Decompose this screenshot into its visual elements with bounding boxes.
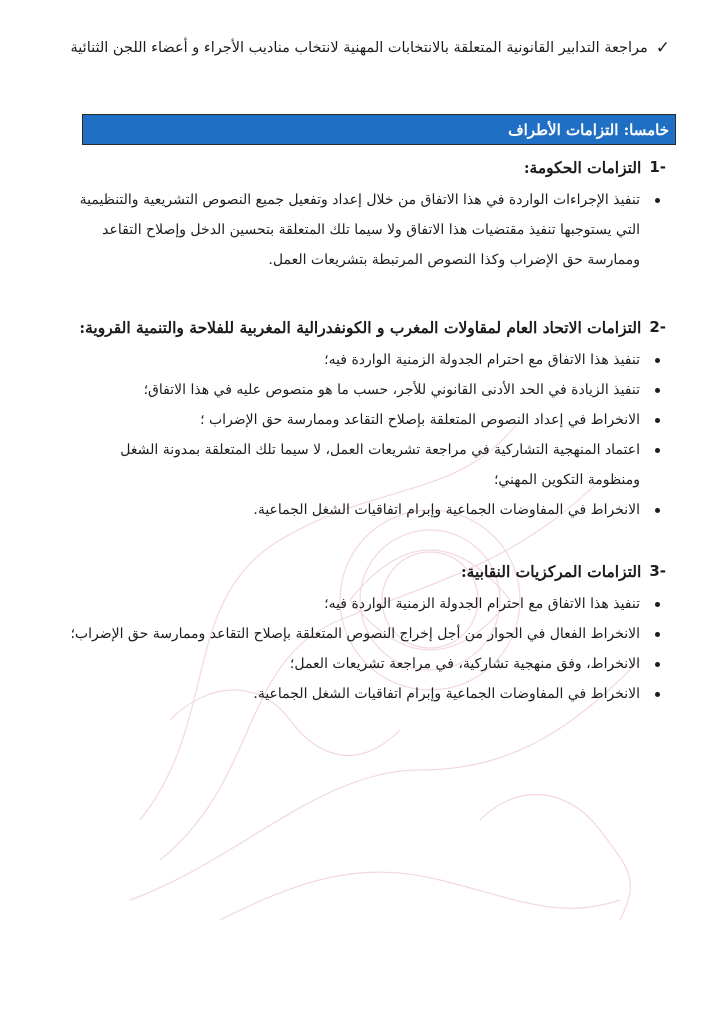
bullet-list bbox=[70, 345, 666, 525]
section-title: خامسا: التزامات الأطراف bbox=[508, 120, 669, 139]
obligations-government bbox=[70, 158, 666, 275]
list-item: الانخراط، وفق منهجية تشاركية، في مراجعة تشريعات العمل؛ bbox=[70, 649, 666, 679]
block-number: -1 bbox=[649, 158, 666, 176]
block-heading bbox=[70, 318, 666, 337]
bullet-list bbox=[70, 589, 666, 709]
intro-list-item bbox=[60, 38, 670, 58]
obligations-employers bbox=[70, 318, 666, 525]
section-header-bar bbox=[82, 114, 676, 145]
block-heading bbox=[70, 158, 666, 177]
list-item: الانخراط في المفاوضات الجماعية وإبرام اتفاقيات الشغل الجماعية. bbox=[70, 495, 666, 525]
checkmark-icon: ✓ bbox=[655, 38, 670, 58]
block-number: -3 bbox=[649, 562, 666, 580]
list-item: الانخراط الفعال في الحوار من أجل إخراج النصوص المتعلقة بإصلاح التقاعد وممارسة حق الإضراب؛ bbox=[70, 619, 666, 649]
bullet-list bbox=[70, 185, 666, 275]
block-heading bbox=[70, 562, 666, 581]
list-item: الانخراط في إعداد النصوص المتعلقة بإصلاح التقاعد وممارسة حق الإضراب ؛ bbox=[70, 405, 666, 435]
block-title: التزامات الحكومة: bbox=[523, 158, 642, 177]
list-item: تنفيذ الإجراءات الواردة في هذا الاتفاق من خلال إعداد وتفعيل جميع النصوص التشريعية والتنظيمية التي يستوجبها تنفيذ مقتضيات هذا الاتفاق ولا سيما تلك المتعلقة بتحسين الدخل وإصلاح التقاعد وممارسة حق الإضراب وكذا النصوص المرتبطة بتشريعات العمل. bbox=[70, 185, 666, 275]
list-item: الانخراط في المفاوضات الجماعية وإبرام اتفاقيات الشغل الجماعية. bbox=[70, 679, 666, 709]
list-item: اعتماد المنهجية التشاركية في مراجعة تشريعات العمل، لا سيما تلك المتعلقة بمدونة الشغل ومنظومة التكوين المهني؛ bbox=[70, 435, 666, 495]
block-title: التزامات المركزيات النقابية: bbox=[460, 562, 642, 581]
list-item: تنفيذ الزيادة في الحد الأدنى القانوني للأجر، حسب ما هو منصوص عليه في هذا الاتفاق؛ bbox=[70, 375, 666, 405]
block-number: -2 bbox=[649, 318, 666, 336]
list-item: تنفيذ هذا الاتفاق مع احترام الجدولة الزمنية الواردة فيه؛ bbox=[70, 589, 666, 619]
list-item: تنفيذ هذا الاتفاق مع احترام الجدولة الزمنية الواردة فيه؛ bbox=[70, 345, 666, 375]
obligations-unions bbox=[70, 562, 666, 709]
intro-item-text: مراجعة التدابير القانونية المتعلقة بالانتخابات المهنية لانتخاب مناديب الأجراء و أعضاء اللجن الثنائية bbox=[70, 40, 648, 56]
block-title: التزامات الاتحاد العام لمقاولات المغرب و الكونفدرالية المغربية للفلاحة والتنمية القروية: bbox=[79, 318, 642, 337]
